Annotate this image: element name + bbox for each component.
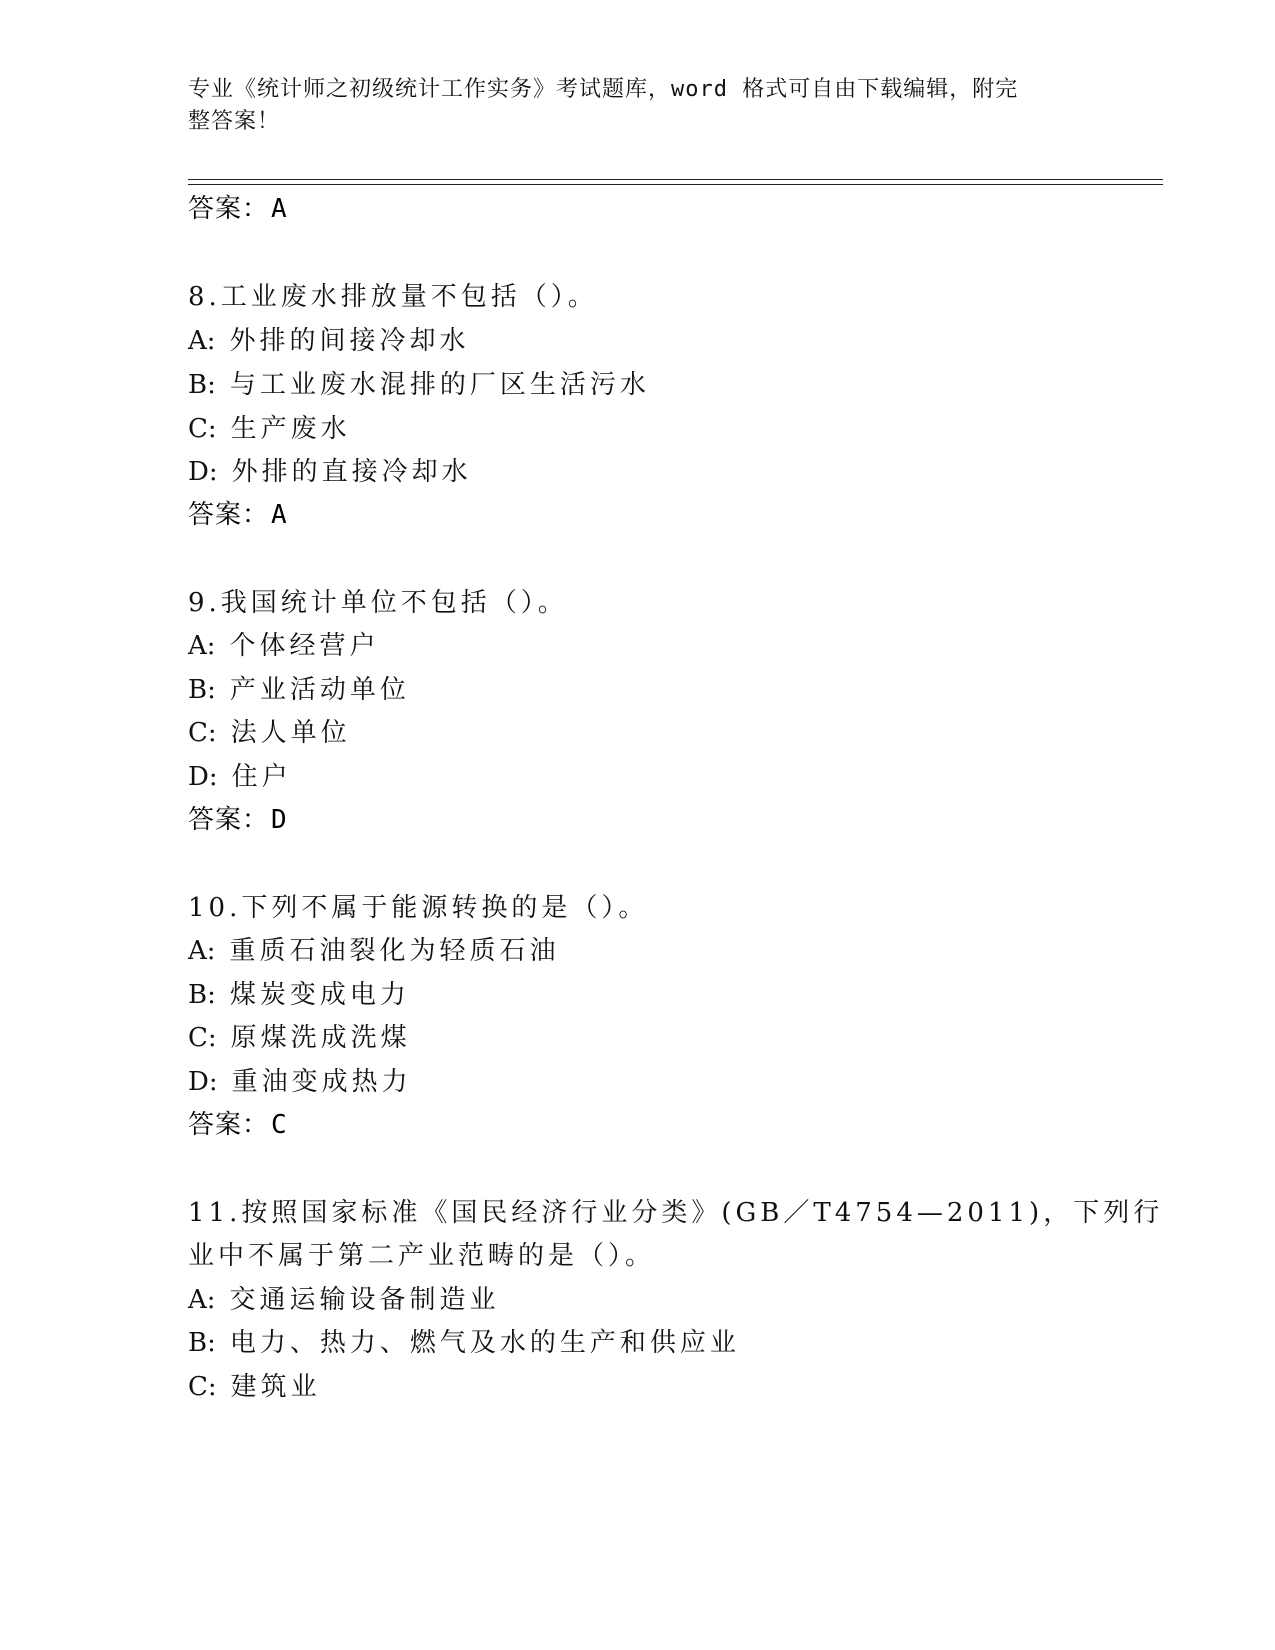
- option-letter: B:: [188, 370, 216, 400]
- option-letter: D:: [188, 1067, 218, 1097]
- answer-q10: [188, 1104, 288, 1141]
- option-text: 原煤洗成洗煤: [230, 1023, 411, 1053]
- question-9-option-d: [188, 756, 292, 793]
- option-text: 煤炭变成电力: [229, 980, 410, 1010]
- option-letter: A:: [188, 631, 216, 661]
- option-letter: C:: [188, 414, 217, 444]
- answer-value: D: [271, 805, 288, 835]
- answer-value: A: [271, 500, 288, 530]
- question-11-stem-line-2: 业中不属于第二产业范畴的是（）。: [188, 1241, 656, 1271]
- header-divider-bottom: [188, 184, 1163, 185]
- option-text: 建筑业: [230, 1372, 321, 1402]
- question-9-option-c: [188, 712, 351, 749]
- question-8-option-a: [188, 320, 470, 357]
- option-text: 电力、热力、燃气及水的生产和供应业: [229, 1328, 740, 1358]
- question-11-option-b: [188, 1322, 740, 1359]
- question-8-option-c: [188, 408, 351, 445]
- answer-value: C: [271, 1110, 288, 1140]
- question-9-option-b: [188, 669, 410, 706]
- answer-prefix: 答案：: [188, 194, 270, 224]
- question-9-option-a: [188, 625, 380, 662]
- option-letter: A:: [188, 936, 216, 966]
- option-text: 重油变成热力: [231, 1067, 412, 1097]
- option-text: 产业活动单位: [229, 675, 410, 705]
- header-line-2: 整答案！: [188, 109, 281, 134]
- option-text: 外排的直接冷却水: [231, 457, 472, 487]
- answer-q8: [188, 494, 288, 531]
- question-11-option-a: [188, 1279, 500, 1316]
- question-9-stem: 9.我国统计单位不包括（）。: [188, 588, 568, 618]
- option-letter: C:: [188, 718, 217, 748]
- question-10-stem: 10.下列不属于能源转换的是（）。: [188, 893, 649, 923]
- question-11-option-c: [188, 1366, 321, 1403]
- question-10-option-a: [188, 930, 560, 967]
- option-text: 住户: [231, 762, 292, 792]
- option-text: 个体经营户: [229, 631, 380, 661]
- header-line-1: 专业《统计师之初级统计工作实务》考试题库，word 格式可自由下载编辑，附完: [188, 77, 1019, 102]
- option-letter: C:: [188, 1372, 217, 1402]
- option-letter: C:: [188, 1023, 217, 1053]
- option-text: 生产废水: [230, 414, 351, 444]
- answer-q7: [188, 188, 288, 225]
- option-letter: D:: [188, 457, 218, 487]
- option-letter: A:: [188, 1285, 216, 1315]
- option-letter: B:: [188, 1328, 216, 1358]
- question-8-option-b: [188, 364, 650, 401]
- option-letter: A:: [188, 326, 216, 356]
- answer-value: A: [271, 194, 288, 224]
- answer-prefix: 答案：: [188, 1110, 270, 1140]
- answer-prefix: 答案：: [188, 805, 270, 835]
- answer-q9: [188, 799, 288, 836]
- header-divider-top: [188, 179, 1163, 180]
- document-header: [188, 74, 1068, 138]
- option-text: 法人单位: [230, 718, 351, 748]
- option-letter: D:: [188, 762, 218, 792]
- question-8-option-d: [188, 451, 472, 488]
- question-10-option-b: [188, 974, 410, 1011]
- option-letter: B:: [188, 980, 216, 1010]
- option-text: 外排的间接冷却水: [229, 326, 470, 356]
- option-text: 与工业废水混排的厂区生活污水: [229, 370, 650, 400]
- question-11-stem-line-1: 11.按照国家标准《国民经济行业分类》(GB／T4754—2011)，下列行: [188, 1198, 1164, 1228]
- option-text: 重质石油裂化为轻质石油: [229, 936, 560, 966]
- question-10-option-c: [188, 1017, 411, 1054]
- option-letter: B:: [188, 675, 216, 705]
- option-text: 交通运输设备制造业: [229, 1285, 500, 1315]
- answer-prefix: 答案：: [188, 500, 270, 530]
- question-10-option-d: [188, 1061, 412, 1098]
- question-8-stem: 8.工业废水排放量不包括（）。: [188, 282, 598, 312]
